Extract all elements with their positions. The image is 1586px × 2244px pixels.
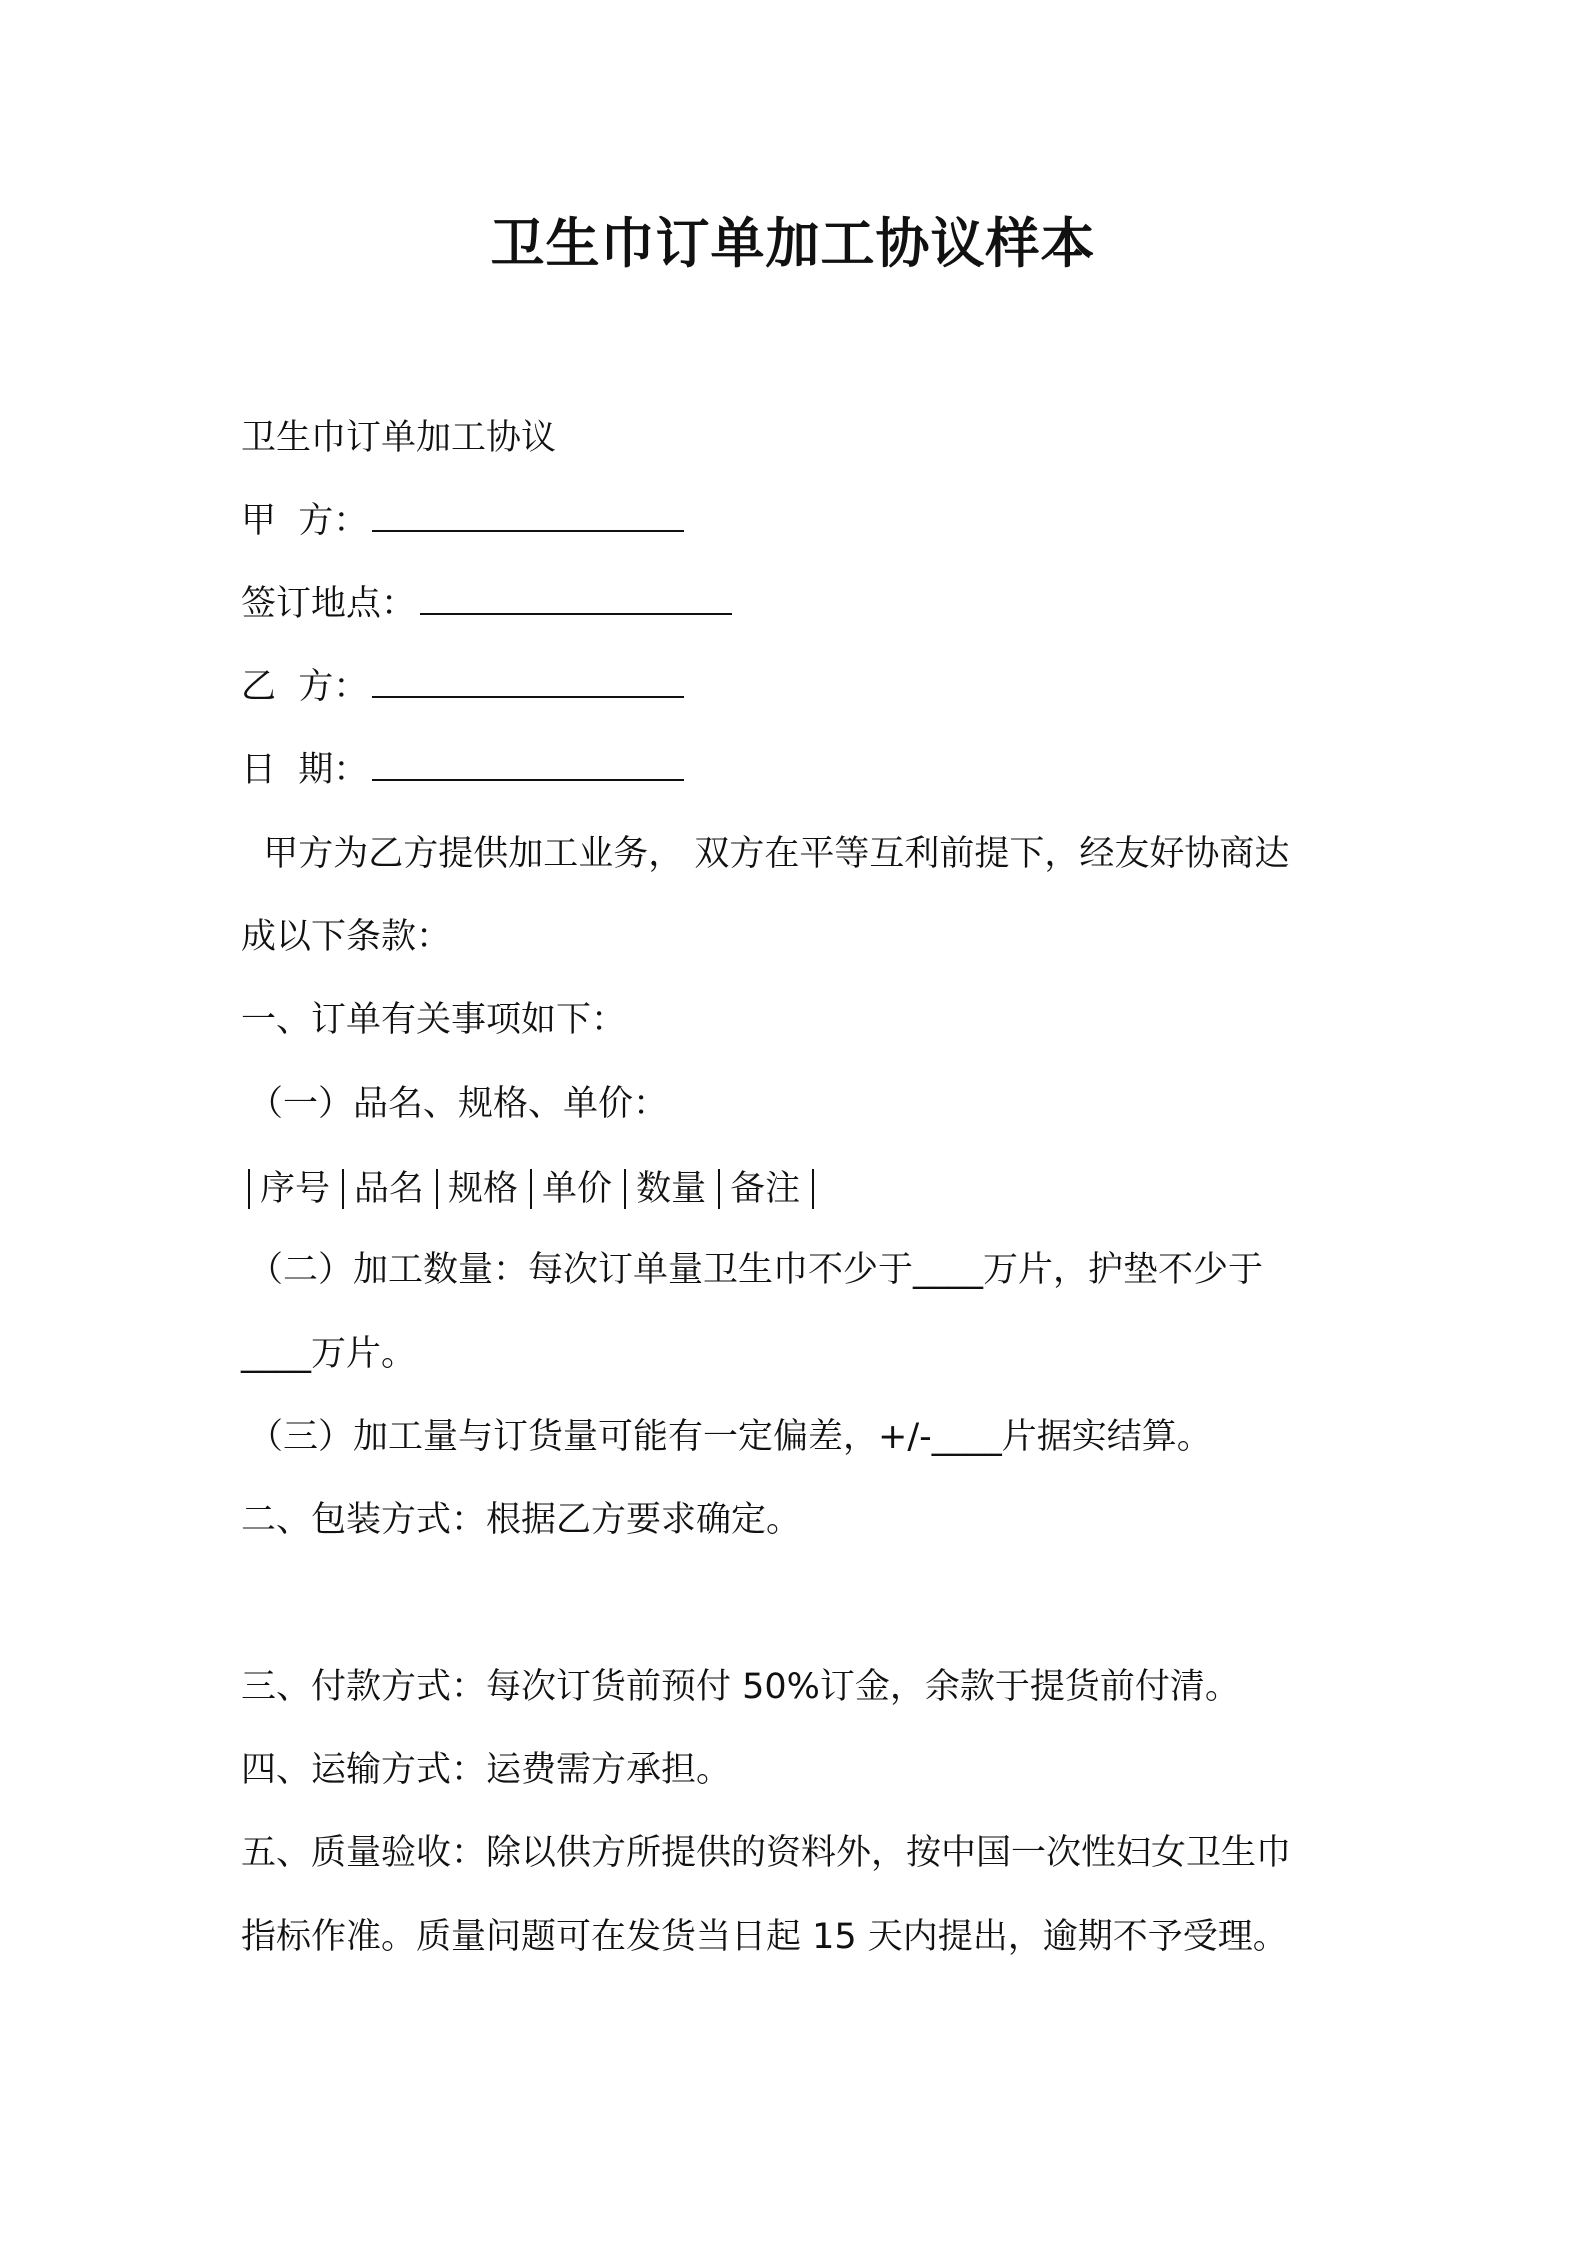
table-header-cell: 品名 xyxy=(342,1169,436,1209)
date-field xyxy=(241,746,684,794)
subsection-2-line-2: ____万片。 xyxy=(241,1334,417,1374)
intro-line-2: 成以下条款： xyxy=(241,917,452,957)
table-header-cell: 备注 xyxy=(718,1169,814,1209)
party-a-blank[interactable] xyxy=(372,498,684,532)
subsection-3: （三）加工量与订货量可能有一定偏差，+/-____片据实结算。 xyxy=(248,1417,1212,1457)
agreement-subtitle: 卫生巾订单加工协议 xyxy=(241,418,557,458)
date-blank[interactable] xyxy=(372,747,684,781)
signing-place-blank[interactable] xyxy=(420,581,732,615)
table-header-cell: 序号 xyxy=(248,1169,342,1209)
section-2: 二、包装方式：根据乙方要求确定。 xyxy=(241,1500,802,1540)
section-5-line-1: 五、质量验收：除以供方所提供的资料外，按中国一次性妇女卫生巾 xyxy=(241,1833,1292,1873)
party-a-label: 甲 方： xyxy=(241,501,369,541)
product-table-header xyxy=(248,1165,814,1213)
intro-line-1: 甲方为乙方提供加工业务， 双方在平等互利前提下，经友好协商达 xyxy=(241,834,1290,874)
table-header-cell: 数量 xyxy=(624,1169,718,1209)
document-title: 卫生巾订单加工协议样本 xyxy=(490,212,1096,275)
subsection-2-line-1: （二）加工数量：每次订单量卫生巾不少于____万片，护垫不少于 xyxy=(248,1250,1264,1290)
section-4: 四、运输方式：运费需方承担。 xyxy=(241,1750,732,1790)
table-header-cell: 规格 xyxy=(436,1169,530,1209)
signing-place-label: 签订地点： xyxy=(241,584,417,624)
signing-place-field xyxy=(241,580,732,628)
section-5-line-2: 指标作准。质量问题可在发货当日起 15 天内提出，逾期不予受理。 xyxy=(241,1917,1288,1957)
subsection-1-heading: （一）品名、规格、单价： xyxy=(248,1084,669,1124)
date-label: 日 期： xyxy=(241,750,369,790)
party-b-label: 乙 方： xyxy=(241,667,369,707)
section-1-heading: 一、订单有关事项如下： xyxy=(241,1000,627,1040)
table-header-cell: 单价 xyxy=(530,1169,624,1209)
party-a-field xyxy=(241,497,684,545)
party-b-blank[interactable] xyxy=(372,664,684,698)
section-3: 三、付款方式：每次订货前预付 50%订金，余款于提货前付清。 xyxy=(241,1667,1240,1707)
party-b-field xyxy=(241,663,684,711)
